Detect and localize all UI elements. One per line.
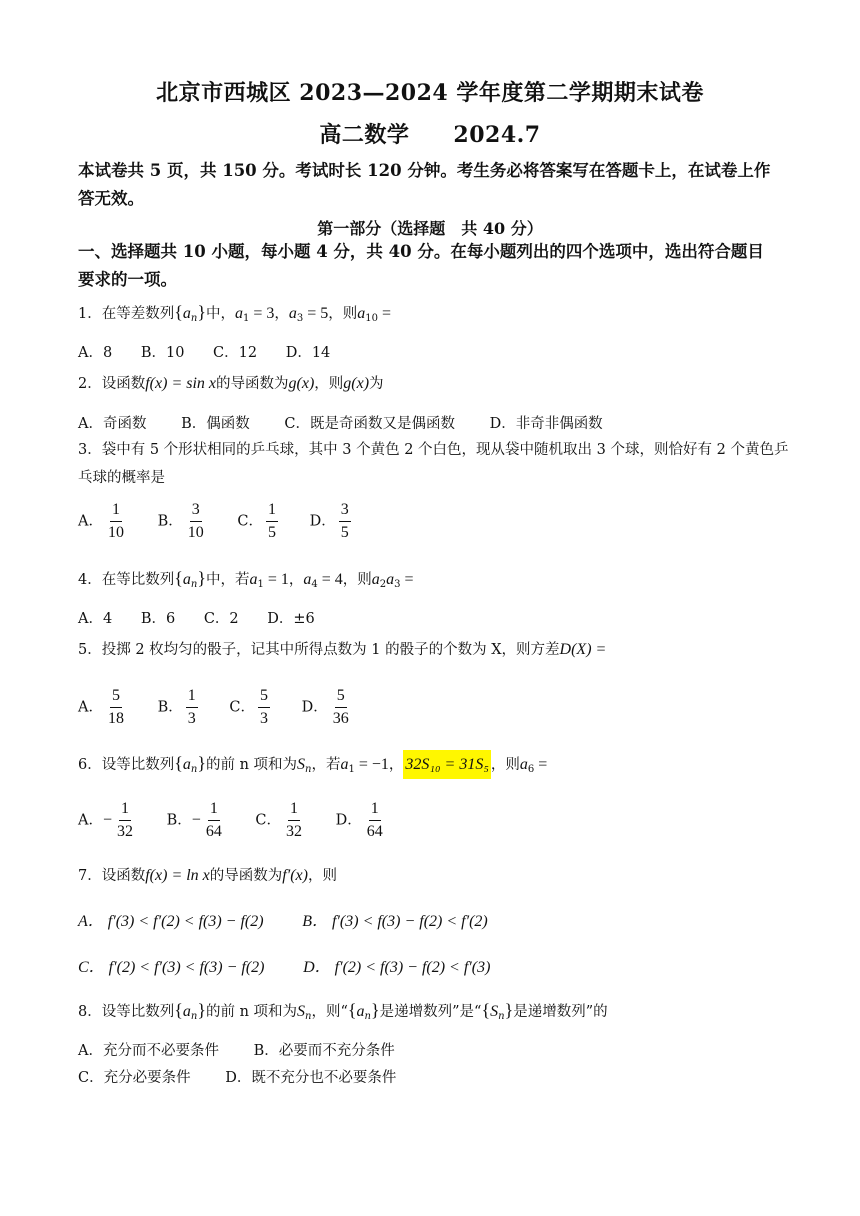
option-a[interactable]: A．8: [78, 345, 113, 361]
option-c[interactable]: C．12: [213, 345, 258, 361]
question-3: 3．袋中有 5 个形状相同的乒乓球，其中 3 个黄色 2 个白色，现从袋中随机取出 3 个球，则恰好有 2 个黄色乒乓球的概率是: [78, 442, 789, 486]
option-a[interactable]: A．− $\frac{1}{32}$: [78, 800, 134, 840]
option-c[interactable]: C． $\frac{1}{32}$: [255, 800, 303, 840]
subject-label: 高二数学: [319, 122, 410, 148]
highlighted-condition: 32S₁₀ = 31S₅: [403, 750, 490, 779]
option-b[interactable]: B． $\frac{3}{10}$: [157, 501, 204, 541]
question-7-options-row1: [78, 908, 512, 931]
question-8-options-row2: [78, 1066, 420, 1087]
question-6: 6．设等比数列$\{a_n\}$的前 n 项和为$S_n$，若$a_1 = -1$， 32S₁₀ = 31S₅ ，则$a_6$ =: [78, 752, 547, 781]
question-4-options: [78, 607, 339, 628]
question-5: 5．投掷 2 枚均匀的骰子，记其中所得点数为 1 的骰子的个数为 X，则方差D(X) =: [78, 641, 607, 658]
question-8: 8．设等比数列$\{a_n\}$的前 n 项和为$S_n$，则“$\{a_n\}$是递增数列”是“$\{S_n\}$是递增数列”的: [78, 1000, 608, 1022]
option-b[interactable]: B．6: [140, 611, 176, 627]
question-1: 1．在等差数列$\{a_n\}$中，$a_1 = 3$，$a_3 = 5$，则$a_{10}$ =: [78, 302, 392, 324]
option-a[interactable]: A． $\frac{1}{10}$: [78, 501, 124, 541]
option-a[interactable]: A．奇函数: [78, 416, 147, 432]
option-c[interactable]: C． $\frac{1}{5}$: [237, 501, 276, 541]
exam-date: 2024.7: [453, 122, 541, 148]
question-8-options-row1: [78, 1039, 419, 1060]
exam-title: 北京市西城区 2023—2024 学年度第二学期期末试卷: [156, 80, 704, 106]
option-d[interactable]: D．非奇非偶函数: [489, 416, 603, 432]
part1-heading: 第一部分（选择题 共 40 分）: [317, 219, 543, 238]
option-a[interactable]: A． $\frac{5}{18}$: [78, 687, 124, 727]
option-d[interactable]: D． $\frac{5}{36}$: [301, 687, 349, 727]
option-c[interactable]: C． $\frac{5}{3}$: [229, 687, 268, 727]
question-5-options: [78, 686, 378, 729]
question-6-options: [78, 799, 412, 842]
option-a[interactable]: A． f′(3) < f′(2) < f(3) − f(2): [78, 913, 264, 930]
question-1-options: [78, 341, 354, 362]
option-d[interactable]: D．既不充分也不必要条件: [225, 1070, 397, 1086]
question-2: 2．设函数f(x) = sin x的导函数为g(x)，则g(x)为: [78, 375, 384, 392]
question-7-options-row2: [78, 954, 514, 977]
option-d[interactable]: D．±6: [267, 611, 315, 627]
option-d[interactable]: D． $\frac{3}{5}$: [309, 501, 349, 541]
exam-instructions: 本试卷共 5 页，共 150 分。考试时长 120 分钟。考生务必将答案写在答题卡上，在试卷上作答无效。: [78, 161, 771, 208]
section-intro: 一、选择题共 10 小题，每小题 4 分，共 40 分。在每小题列出的四个选项中，选出符合题目要求的一项。: [78, 242, 764, 289]
option-a[interactable]: A．充分而不必要条件: [78, 1043, 219, 1059]
option-c[interactable]: C． f′(2) < f′(3) < f(3) − f(2): [78, 959, 265, 976]
question-7: 7．设函数f(x) = ln x的导函数为f′(x)，则: [78, 867, 337, 884]
option-b[interactable]: B． $\frac{1}{3}$: [157, 687, 196, 727]
option-a[interactable]: A．4: [78, 611, 113, 627]
option-c[interactable]: C．充分必要条件: [78, 1070, 191, 1086]
option-b[interactable]: B．10: [140, 345, 185, 361]
option-b[interactable]: B．偶函数: [181, 416, 250, 432]
question-3-options: [78, 500, 378, 543]
option-c[interactable]: C．既是奇函数又是偶函数: [284, 416, 455, 432]
option-b[interactable]: B．− $\frac{1}{64}$: [166, 800, 222, 840]
option-d[interactable]: D．14: [285, 345, 331, 361]
option-c[interactable]: C．2: [203, 611, 239, 627]
option-d[interactable]: D． $\frac{1}{64}$: [335, 800, 383, 840]
question-4: 4．在等比数列$\{a_n\}$中，若$a_1 = 1$，$a_4 = 4$，则$a_2a_3$ =: [78, 568, 414, 590]
option-d[interactable]: D． f′(2) < f(3) − f(2) < f′(3): [303, 959, 491, 976]
option-b[interactable]: B．必要而不充分条件: [253, 1043, 395, 1059]
option-b[interactable]: B． f′(3) < f(3) − f(2) < f′(2): [302, 913, 488, 930]
exam-subtitle: [0, 118, 860, 149]
question-2-options: [78, 412, 627, 433]
